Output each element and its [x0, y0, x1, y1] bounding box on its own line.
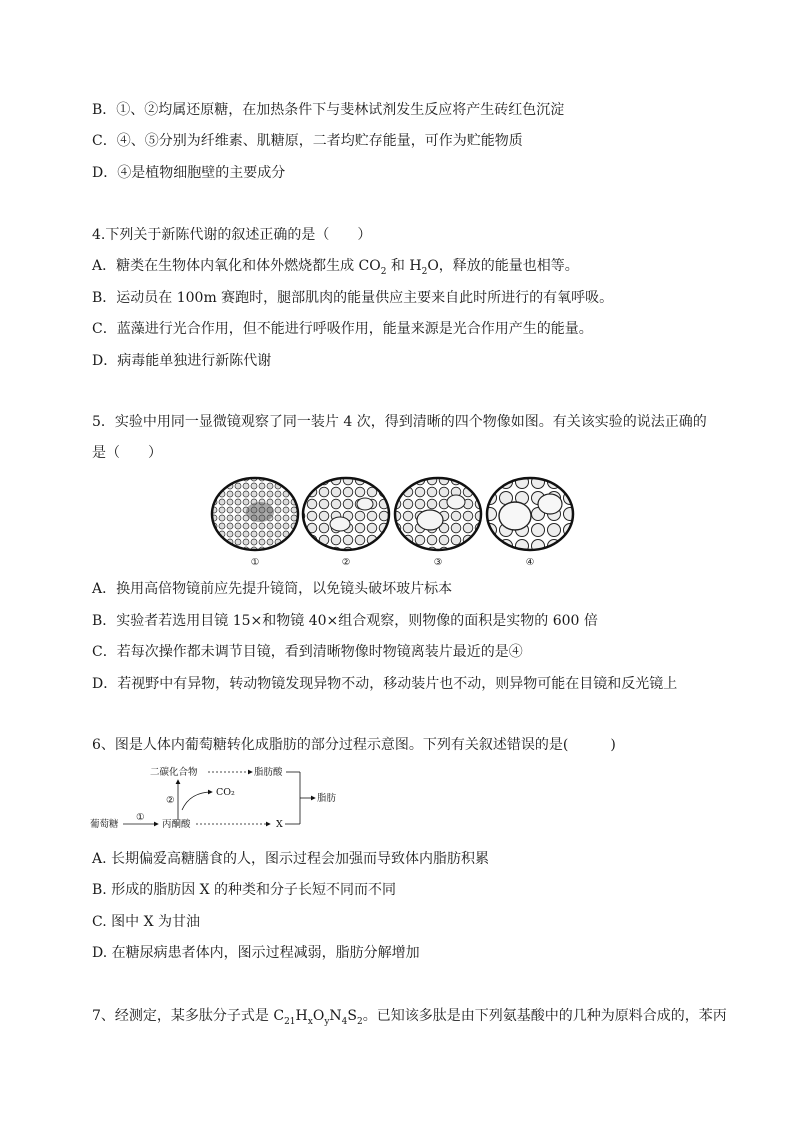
- node-fat: 脂肪: [317, 793, 337, 804]
- microscope-view-2: [303, 478, 389, 550]
- node-c2-compound: 二碳化合物: [150, 767, 198, 778]
- glucose-to-fat-diagram: [90, 762, 350, 840]
- q7-stem-part1: 7、经测定，某多肽分子式是 C: [92, 1008, 285, 1024]
- q4-option-a-part2: 和 H: [386, 258, 422, 274]
- q4-option-a-part3: O，释放的能量也相等。: [427, 258, 579, 274]
- microscope-view-4: [487, 478, 573, 550]
- node-fatty-acid: 脂肪酸: [254, 767, 283, 778]
- q4-option-a: [92, 256, 579, 282]
- q4-option-a-sub2: 2: [421, 266, 428, 277]
- view-label-1: ①: [250, 557, 260, 568]
- q7-sub-h: x: [307, 1016, 313, 1027]
- q7-n: N: [329, 1008, 342, 1024]
- q4-option-a-part1: A．糖类在生物体内氧化和体外燃烧都生成 CO: [92, 258, 381, 274]
- step-2-label: ②: [166, 795, 175, 806]
- q6-option-c: C. 图中 X 为甘油: [92, 914, 200, 930]
- q7-sub-s: 2: [356, 1016, 363, 1027]
- q7-s: S: [347, 1008, 357, 1024]
- q7-stem: [92, 1006, 727, 1032]
- view-label-3: ③: [433, 557, 443, 568]
- q3-option-b: B．①、②均属还原糖，在加热条件下与斐林试剂发生反应将产生砖红色沉淀: [92, 102, 565, 118]
- q5-option-c: C．若每次操作都未调节目镜，看到清晰物像时物镜离装片最近的是④: [92, 644, 523, 660]
- q3-option-d: D．④是植物细胞壁的主要成分: [92, 165, 286, 181]
- q6-option-d: D. 在糖尿病患者体内，图示过程减弱，脂肪分解增加: [92, 945, 420, 961]
- q7-o: O: [312, 1008, 325, 1024]
- q7-sub-o: y: [324, 1016, 330, 1027]
- q6-stem: 6、图是人体内葡萄糖转化成脂肪的部分过程示意图。下列有关叙述错误的是( ): [92, 737, 616, 753]
- node-pyruvate: 丙酮酸: [162, 819, 191, 830]
- q4-option-a-sub1: 2: [380, 266, 387, 277]
- step-1-label: ①: [136, 812, 145, 823]
- node-co2: CO₂: [216, 787, 235, 798]
- view-label-2: ②: [341, 557, 351, 568]
- node-glucose: 葡萄糖: [90, 819, 119, 830]
- q5-option-a: A．换用高倍物镜前应先提升镜筒，以免镜头破坏玻片标本: [92, 581, 453, 597]
- microscope-view-1: [212, 478, 298, 550]
- q5-option-d: D．若视野中有异物，转动物镜发现异物不动，移动装片也不动，则异物可能在目镜和反光镜上: [92, 676, 678, 692]
- q7-sub-c: 21: [284, 1016, 296, 1027]
- q4-stem: 4.下列关于新陈代谢的叙述正确的是（ ）: [92, 227, 372, 243]
- q4-option-c: C．蓝藻进行光合作用，但不能进行呼吸作用，能量来源是光合作用产生的能量。: [92, 321, 593, 337]
- microscope-view-3: [395, 478, 481, 550]
- q6-option-b: B. 形成的脂肪因 X 的种类和分子长短不同而不同: [92, 882, 397, 898]
- q5-stem-line2: 是（ ）: [92, 445, 162, 461]
- q6-option-a: A. 长期偏爱高糖膳食的人，图示过程会加强而导致体内脂肪积累: [92, 851, 490, 867]
- q4-option-d: D．病毒能单独进行新陈代谢: [92, 353, 272, 369]
- node-x: X: [276, 819, 283, 830]
- view-label-4: ④: [525, 557, 535, 568]
- microscope-views-figure: [210, 474, 580, 570]
- q5-stem-line1: 5．实验中用同一显微镜观察了同一装片 4 次，得到清晰的四个物像如图。有关该实验的说法正确的: [92, 414, 707, 430]
- q7-sub-n: 4: [341, 1016, 348, 1027]
- q5-option-b: B．实验者若选用目镜 15×和物镜 40×组合观察，则物像的面积是实物的 600 倍: [92, 613, 598, 629]
- q7-h: H: [295, 1008, 308, 1024]
- q4-option-b: B．运动员在 100m 赛跑时，腿部肌肉的能量供应主要来自此时所进行的有氧呼吸。: [92, 290, 614, 306]
- q7-stem-part2: 。已知该多肽是由下列氨基酸中的几种为原料合成的，苯丙: [362, 1008, 727, 1024]
- q3-option-c: C．④、⑤分别为纤维素、肌糖原，二者均贮存能量，可作为贮能物质: [92, 133, 523, 149]
